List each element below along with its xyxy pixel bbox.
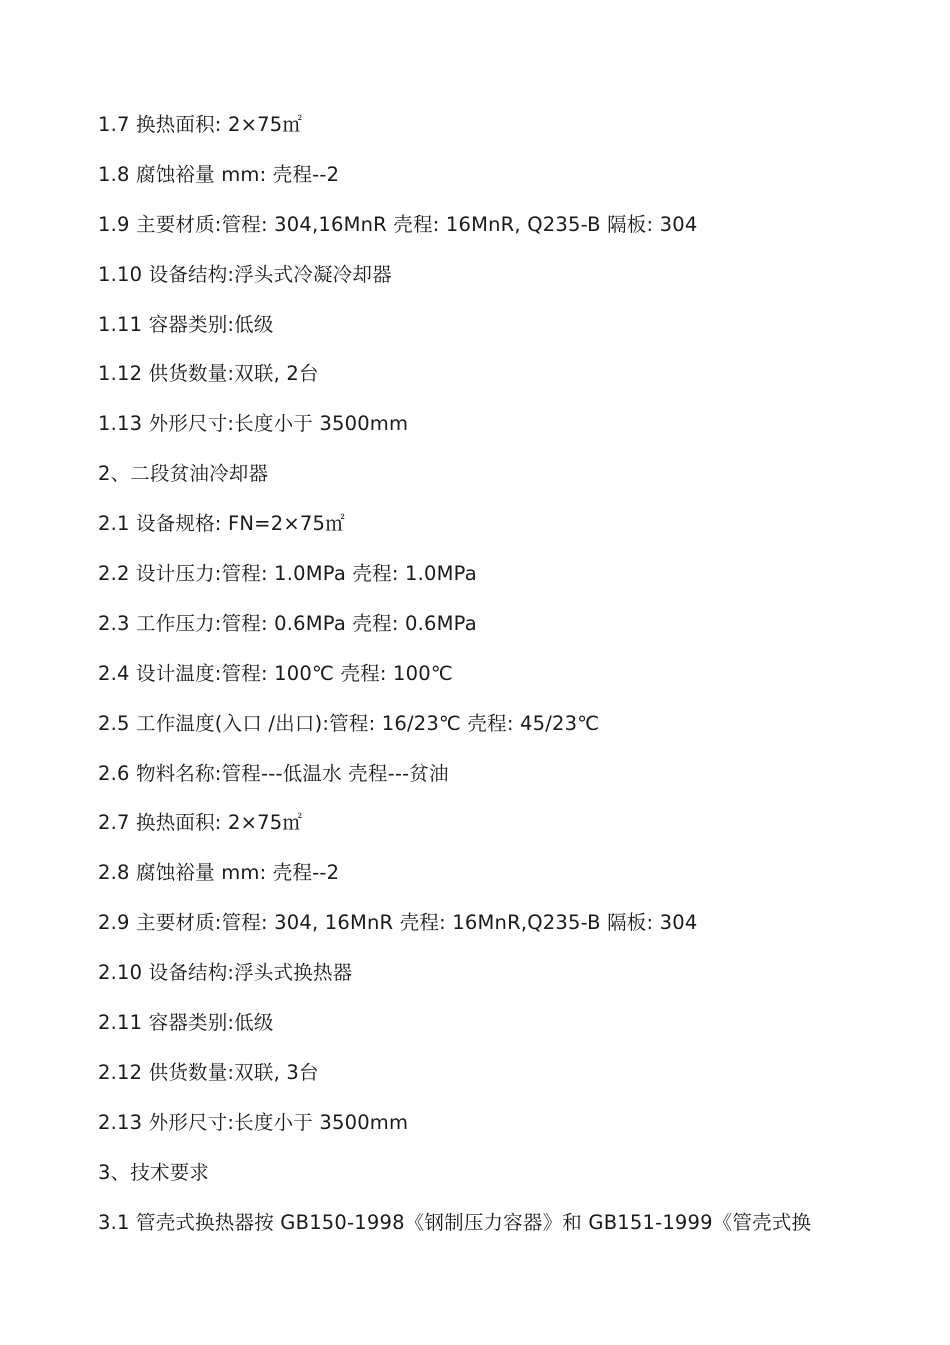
spec-line: 2.12 供货数量:双联, 3台 bbox=[98, 1060, 319, 1084]
spec-line: 2.4 设计温度:管程: 100℃ 壳程: 100℃ bbox=[98, 661, 453, 685]
spec-list bbox=[98, 108, 898, 1255]
spec-line: 1.12 供货数量:双联, 2台 bbox=[98, 362, 319, 386]
section-heading: 2、二段贫油冷却器 bbox=[98, 462, 269, 486]
spec-line: 2.11 容器类别:低级 bbox=[98, 1011, 274, 1035]
spec-line: 3.1 管壳式换热器按 GB150-1998《钢制压力容器》和 GB151-1999《管壳式换 bbox=[98, 1210, 812, 1234]
spec-line: 1.10 设备结构:浮头式冷凝冷却器 bbox=[98, 262, 392, 286]
spec-line: 2.3 工作压力:管程: 0.6MPa 壳程: 0.6MPa bbox=[98, 611, 477, 635]
spec-line: 2.13 外形尺寸:长度小于 3500mm bbox=[98, 1110, 409, 1134]
spec-line: 1.8 腐蚀裕量 mm: 壳程--2 bbox=[98, 162, 340, 186]
spec-line: 1.13 外形尺寸:长度小于 3500mm bbox=[98, 412, 409, 436]
spec-line: 1.7 换热面积: 2×75㎡ bbox=[98, 113, 303, 136]
spec-line: 2.6 物料名称:管程---低温水 壳程---贫油 bbox=[98, 761, 449, 785]
spec-line: 2.9 主要材质:管程: 304, 16MnR 壳程: 16MnR,Q235-B 隔板: 304 bbox=[98, 911, 698, 935]
spec-line: 1.9 主要材质:管程: 304,16MnR 壳程: 16MnR, Q235-B 隔板: 304 bbox=[98, 212, 698, 236]
spec-line: 2.5 工作温度(入口 /出口):管程: 16/23℃ 壳程: 45/23℃ bbox=[98, 711, 600, 735]
spec-line: 1.11 容器类别:低级 bbox=[98, 312, 274, 336]
spec-line: 2.2 设计压力:管程: 1.0MPa 壳程: 1.0MPa bbox=[98, 562, 477, 586]
spec-line: 2.10 设备结构:浮头式换热器 bbox=[98, 961, 353, 985]
spec-line: 2.1 设备规格: FN=2×75㎡ bbox=[98, 512, 345, 536]
section-heading: 3、技术要求 bbox=[98, 1160, 210, 1184]
spec-line: 2.7 换热面积: 2×75㎡ bbox=[98, 811, 303, 835]
spec-line: 2.8 腐蚀裕量 mm: 壳程--2 bbox=[98, 861, 340, 885]
